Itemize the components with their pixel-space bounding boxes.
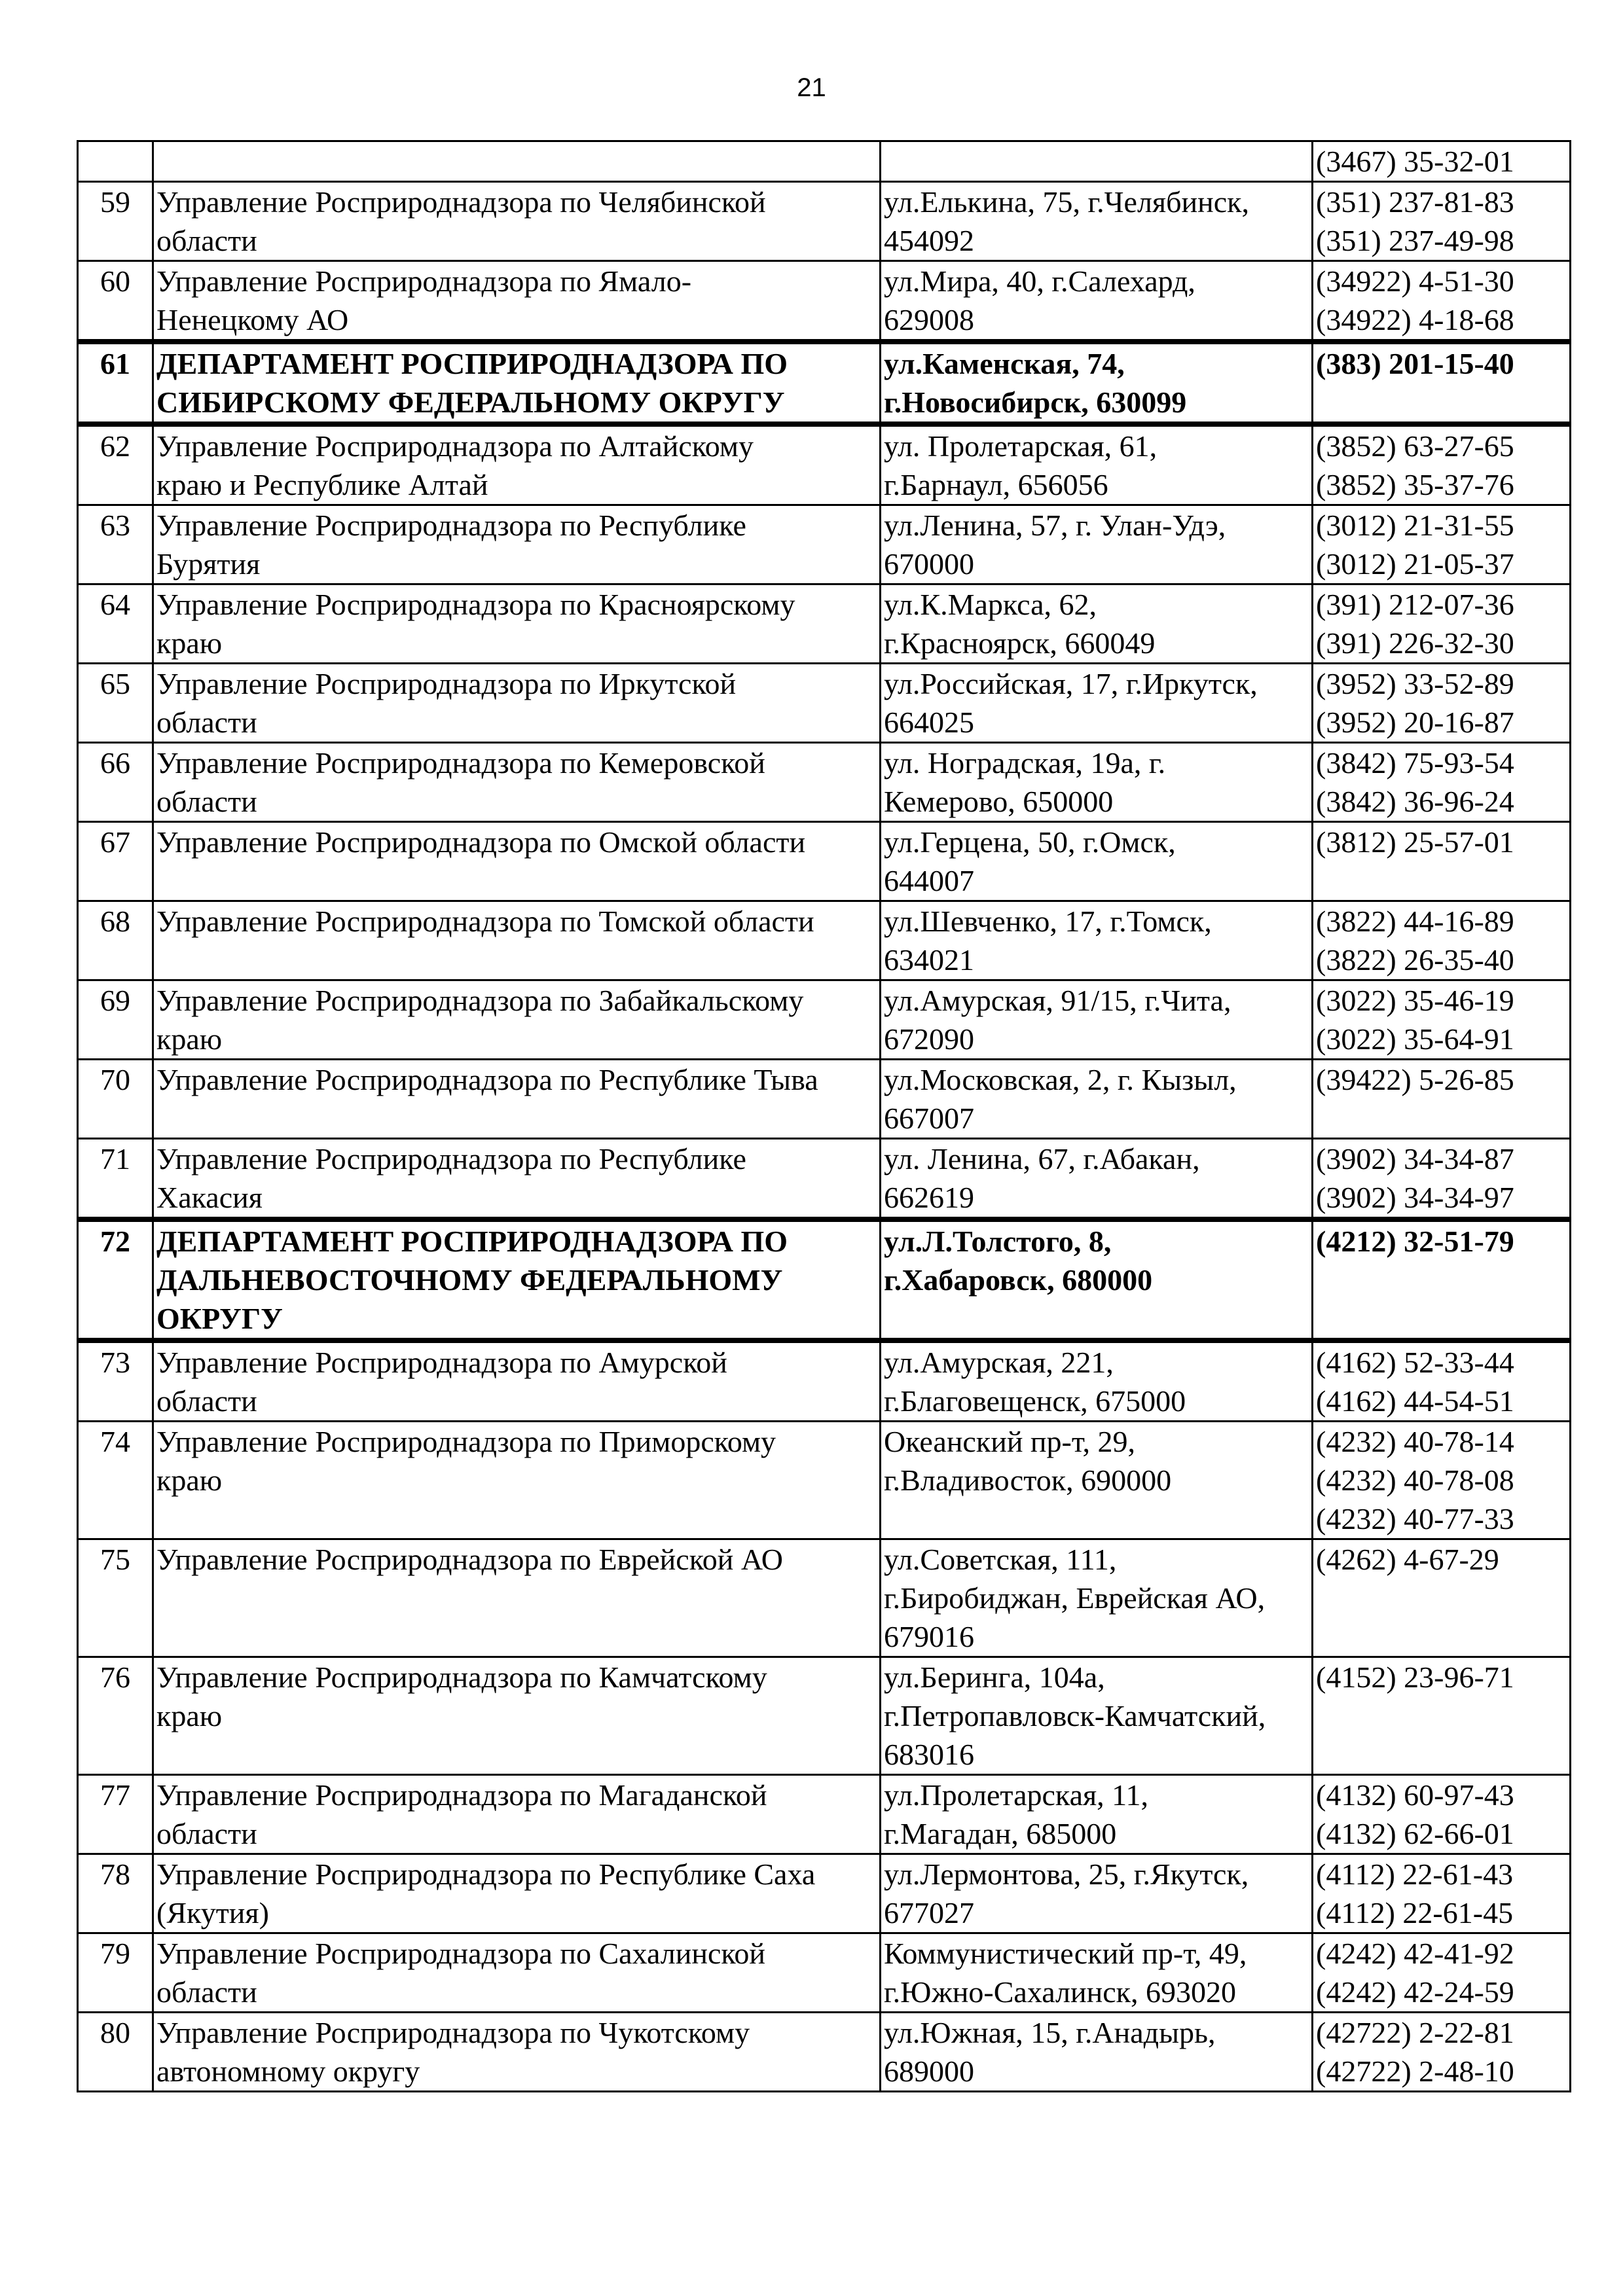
office-address-line: Кемерово, 650000 [884,785,1114,818]
office-address-line: ул.Шевченко, 17, г.Томск, [884,905,1212,938]
office-phones-line: (4242) 42-41-92 [1316,1937,1514,1970]
office-address [881,1933,1313,2013]
row-number: 61 [78,342,153,424]
office-phones-line: (4212) 32-51-79 [1316,1225,1514,1258]
office-name [153,2013,881,2092]
office-name-line: Управление Росприроднадзора по Чукотскому [156,2016,750,2049]
office-address-line: ул.Елькина, 75, г.Челябинск, [884,185,1249,219]
office-name-line: области [156,1975,257,2009]
office-address-line: г.Благовещенск, 675000 [884,1384,1186,1418]
office-phones [1313,1422,1571,1539]
office-phones-line: (3952) 20-16-87 [1316,706,1514,739]
office-phones-line: (4132) 62-66-01 [1316,1817,1514,1850]
table-row [78,424,1571,505]
office-address-line: г.Красноярск, 660049 [884,626,1156,660]
office-name [153,342,881,424]
office-name-line: ОКРУГУ [156,1302,283,1335]
office-name-line: Управление Росприроднадзора по Красноярскому [156,588,795,621]
office-address-line: г.Новосибирск, 630099 [884,386,1187,419]
office-address [881,342,1313,424]
office-name [153,505,881,584]
table-row [78,1340,1571,1422]
office-phones [1313,664,1571,743]
office-name-line: области [156,785,257,818]
office-phones-line: (3902) 34-34-97 [1316,1181,1514,1214]
table-row [78,1657,1571,1775]
office-address-line: г.Южно-Сахалинск, 693020 [884,1975,1237,2009]
office-phones [1313,141,1571,182]
office-address-line: Океанский пр-т, 29, [884,1425,1136,1458]
office-phones-line: (34922) 4-18-68 [1316,303,1514,336]
office-name [153,1933,881,2013]
office-name-line: краю [156,1699,223,1732]
office-name-line: Управление Росприроднадзора по Сахалинской [156,1937,765,1970]
office-address [881,141,1313,182]
office-phones-line: (351) 237-81-83 [1316,185,1514,219]
office-phones [1313,1933,1571,2013]
office-phones [1313,1775,1571,1854]
table-row [78,1422,1571,1539]
office-phones [1313,1657,1571,1775]
row-number: 80 [78,2013,153,2092]
office-address-line: г.Барнаул, 656056 [884,468,1108,501]
office-address [881,182,1313,261]
office-name [153,182,881,261]
office-phones-line: (391) 212-07-36 [1316,588,1514,621]
row-number: 72 [78,1219,153,1340]
office-phones-line: (3842) 36-96-24 [1316,785,1514,818]
row-number: 67 [78,822,153,901]
department-row [78,342,1571,424]
office-address-line: ул. Ленина, 67, г.Абакан, [884,1142,1200,1175]
department-row [78,1219,1571,1340]
office-address-line: г.Петропавловск-Камчатский, [884,1699,1266,1732]
office-name-line: области [156,1384,257,1418]
office-address [881,584,1313,664]
office-phones-line: (3822) 26-35-40 [1316,943,1514,977]
office-phones-line: (4112) 22-61-45 [1316,1896,1514,1929]
office-name-line: Управление Росприроднадзора по Томской области [156,905,814,938]
office-phones-line: (3812) 25-57-01 [1316,825,1514,859]
office-address-line: 667007 [884,1102,974,1135]
office-name [153,1854,881,1933]
table-row [78,901,1571,980]
office-phones-line: (42722) 2-22-81 [1316,2016,1514,2049]
row-number: 70 [78,1060,153,1139]
office-phones-line: (3852) 63-27-65 [1316,429,1514,463]
office-phones-line: (4232) 40-78-14 [1316,1425,1514,1458]
office-address-line: 629008 [884,303,974,336]
office-phones [1313,980,1571,1060]
office-address [881,1139,1313,1220]
office-name [153,424,881,505]
office-name-line: Управление Росприроднадзора по Республике Саха [156,1857,816,1891]
row-number: 65 [78,664,153,743]
office-phones [1313,743,1571,822]
row-number: 74 [78,1422,153,1539]
table-row [78,1775,1571,1854]
office-phones-line: (3022) 35-46-19 [1316,984,1514,1017]
table-row [78,1854,1571,1933]
office-phones [1313,1340,1571,1422]
office-address-line: ул. Ноградская, 19а, г. [884,746,1166,780]
row-number: 64 [78,584,153,664]
office-phones-line: (4232) 40-78-08 [1316,1463,1514,1497]
office-name [153,1539,881,1657]
row-number: 79 [78,1933,153,2013]
office-name-line: Управление Росприроднадзора по Еврейской АО [156,1543,783,1576]
office-address-line: г.Биробиджан, Еврейская АО, [884,1581,1266,1615]
office-address-line: г.Хабаровск, 680000 [884,1263,1153,1297]
row-number: 73 [78,1340,153,1422]
office-phones-line: (3467) 35-32-01 [1316,145,1514,178]
office-phones [1313,342,1571,424]
office-name [153,1657,881,1775]
office-phones-line: (3852) 35-37-76 [1316,468,1514,501]
table-row [78,822,1571,901]
office-name-line: Управление Росприроднадзора по Республике Тыва [156,1063,818,1096]
office-phones-line: (4162) 52-33-44 [1316,1346,1514,1379]
office-phones [1313,2013,1571,2092]
office-address-line: ул.Герцена, 50, г.Омск, [884,825,1176,859]
office-address-line: 672090 [884,1022,974,1056]
office-phones [1313,822,1571,901]
table-row [78,584,1571,664]
office-address-line: 677027 [884,1896,974,1929]
office-phones-line: (3842) 75-93-54 [1316,746,1514,780]
office-name-line: Хакасия [156,1181,263,1214]
row-number [78,141,153,182]
office-name [153,1219,881,1340]
office-phones [1313,424,1571,505]
office-address [881,1219,1313,1340]
office-address-line: 454092 [884,224,974,257]
office-address-line: 664025 [884,706,974,739]
office-name-line: Управление Росприроднадзора по Амурской [156,1346,727,1379]
table-row [78,1539,1571,1657]
office-name [153,743,881,822]
office-phones-line: (3012) 21-05-37 [1316,547,1514,581]
office-address-line: ул.Амурская, 91/15, г.Чита, [884,984,1231,1017]
row-number: 75 [78,1539,153,1657]
row-number: 66 [78,743,153,822]
office-name-line: краю [156,1022,223,1056]
office-phones-line: (42722) 2-48-10 [1316,2054,1514,2088]
office-phones-line: (4112) 22-61-43 [1316,1857,1514,1891]
office-address-line: ул.Российская, 17, г.Иркутск, [884,667,1258,700]
office-name-line: ДАЛЬНЕВОСТОЧНОМУ ФЕДЕРАЛЬНОМУ [156,1263,783,1297]
office-name [153,1422,881,1539]
office-name-line: краю [156,1463,223,1497]
office-address-line: ул.Каменская, 74, [884,347,1125,380]
office-name-line: Управление Росприроднадзора по Челябинской [156,185,766,219]
office-address [881,1775,1313,1854]
office-name-line: Управление Росприроднадзора по Алтайскому [156,429,754,463]
office-address [881,1422,1313,1539]
row-number: 76 [78,1657,153,1775]
office-name-line: Управление Росприроднадзора по Иркутской [156,667,737,700]
office-phones [1313,1139,1571,1220]
office-phones [1313,1219,1571,1340]
office-name-line: Управление Росприроднадзора по Омской области [156,825,806,859]
office-phones-line: (391) 226-32-30 [1316,626,1514,660]
office-address [881,2013,1313,2092]
office-address-line: 662619 [884,1181,974,1214]
office-name [153,901,881,980]
office-name-line: Управление Росприроднадзора по Приморскому [156,1425,776,1458]
row-number: 68 [78,901,153,980]
office-name-line: (Якутия) [156,1896,269,1929]
office-phones-line: (3902) 34-34-87 [1316,1142,1514,1175]
table-row [78,182,1571,261]
row-number: 71 [78,1139,153,1220]
table-row [78,505,1571,584]
office-address [881,505,1313,584]
office-phones [1313,261,1571,342]
office-name-line: ДЕПАРТАМЕНТ РОСПРИРОДНАДЗОРА ПО [156,1225,788,1258]
office-address-line: 683016 [884,1738,974,1771]
office-address-line: ул.Южная, 15, г.Анадырь, [884,2016,1216,2049]
office-name [153,261,881,342]
office-name-line: области [156,706,257,739]
office-name [153,141,881,182]
row-number: 69 [78,980,153,1060]
office-name-line: краю и Республике Алтай [156,468,488,501]
office-phones-line: (3822) 44-16-89 [1316,905,1514,938]
office-address-line: ул.Л.Толстого, 8, [884,1225,1112,1258]
office-phones-line: (4132) 60-97-43 [1316,1778,1514,1812]
table-row [78,261,1571,342]
table-row [78,1060,1571,1139]
office-address-line: ул.Амурская, 221, [884,1346,1114,1379]
office-address-line: 634021 [884,943,974,977]
office-phones [1313,1539,1571,1657]
office-phones-line: (4162) 44-54-51 [1316,1384,1514,1418]
table-row [78,2013,1571,2092]
office-address-line: 679016 [884,1620,974,1653]
office-address-line: ул.Ленина, 57, г. Улан-Удэ, [884,509,1226,542]
office-phones [1313,901,1571,980]
office-phones-line: (3012) 21-31-55 [1316,509,1514,542]
office-address [881,901,1313,980]
table-row [78,743,1571,822]
office-address [881,822,1313,901]
office-phones [1313,584,1571,664]
office-name-line: Ненецкому АО [156,303,349,336]
office-name [153,1340,881,1422]
office-address [881,1340,1313,1422]
office-address-line: Коммунистический пр-т, 49, [884,1937,1247,1970]
office-name-line: Управление Росприроднадзора по Забайкальскому [156,984,804,1017]
office-name [153,1060,881,1139]
office-phones-line: (383) 201-15-40 [1316,347,1514,380]
office-address-line: ул.Пролетарская, 11, [884,1778,1148,1812]
office-phones-line: (4242) 42-24-59 [1316,1975,1514,2009]
office-address-line: г.Магадан, 685000 [884,1817,1117,1850]
office-name-line: области [156,1817,257,1850]
office-address [881,664,1313,743]
office-phones-line: (4152) 23-96-71 [1316,1660,1514,1694]
office-address-line: ул.Советская, 111, [884,1543,1117,1576]
office-address-line: 670000 [884,547,974,581]
office-name-line: краю [156,626,223,660]
office-phones [1313,1060,1571,1139]
office-phones-line: (4232) 40-77-33 [1316,1502,1514,1535]
row-number: 77 [78,1775,153,1854]
row-number: 62 [78,424,153,505]
office-name [153,1139,881,1220]
office-name-line: Бурятия [156,547,261,581]
office-address [881,1854,1313,1933]
office-name [153,1775,881,1854]
table-row [78,1139,1571,1220]
office-name-line: автономному округу [156,2054,420,2088]
office-address-line: ул.Московская, 2, г. Кызыл, [884,1063,1237,1096]
office-phones [1313,182,1571,261]
table-row [78,141,1571,182]
office-name-line: Управление Росприроднадзора по Камчатскому [156,1660,767,1694]
row-number: 59 [78,182,153,261]
table-row [78,980,1571,1060]
office-name-line: Управление Росприроднадзора по Ямало- [156,264,692,298]
office-address [881,1060,1313,1139]
office-address [881,743,1313,822]
office-address-line: 644007 [884,864,974,897]
office-name-line: Управление Росприроднадзора по Кемеровской [156,746,765,780]
page-number: 21 [797,73,826,102]
office-name [153,980,881,1060]
office-name [153,822,881,901]
office-name-line: ДЕПАРТАМЕНТ РОСПРИРОДНАДЗОРА ПО [156,347,788,380]
office-name-line: Управление Росприроднадзора по Магаданской [156,1778,767,1812]
office-name [153,584,881,664]
table-row [78,1933,1571,2013]
row-number: 60 [78,261,153,342]
office-phones-line: (39422) 5-26-85 [1316,1063,1514,1096]
office-address-line: ул.Мира, 40, г.Салехард, [884,264,1195,298]
office-name [153,664,881,743]
office-phones-line: (3022) 35-64-91 [1316,1022,1514,1056]
office-phones-line: (3952) 33-52-89 [1316,667,1514,700]
office-phones [1313,505,1571,584]
row-number: 78 [78,1854,153,1933]
office-phones-line: (34922) 4-51-30 [1316,264,1514,298]
offices-table [77,140,1571,2092]
office-name-line: Управление Росприроднадзора по Республике [156,509,746,542]
office-phones [1313,1854,1571,1933]
office-address-line: ул. Пролетарская, 61, [884,429,1158,463]
office-phones-line: (4262) 4-67-29 [1316,1543,1499,1576]
office-address [881,1539,1313,1657]
office-name-line: СИБИРСКОМУ ФЕДЕРАЛЬНОМУ ОКРУГУ [156,386,785,419]
office-address-line: г.Владивосток, 690000 [884,1463,1172,1497]
table-row [78,664,1571,743]
office-name-line: области [156,224,257,257]
row-number: 63 [78,505,153,584]
office-name-line: Управление Росприроднадзора по Республике [156,1142,746,1175]
office-address [881,1657,1313,1775]
office-address-line: ул.К.Маркса, 62, [884,588,1097,621]
office-address-line: ул.Беринга, 104а, [884,1660,1105,1694]
office-address [881,261,1313,342]
office-address [881,980,1313,1060]
office-address [881,424,1313,505]
office-address-line: ул.Лермонтова, 25, г.Якутск, [884,1857,1249,1891]
office-phones-line: (351) 237-49-98 [1316,224,1514,257]
office-address-line: 689000 [884,2054,974,2088]
